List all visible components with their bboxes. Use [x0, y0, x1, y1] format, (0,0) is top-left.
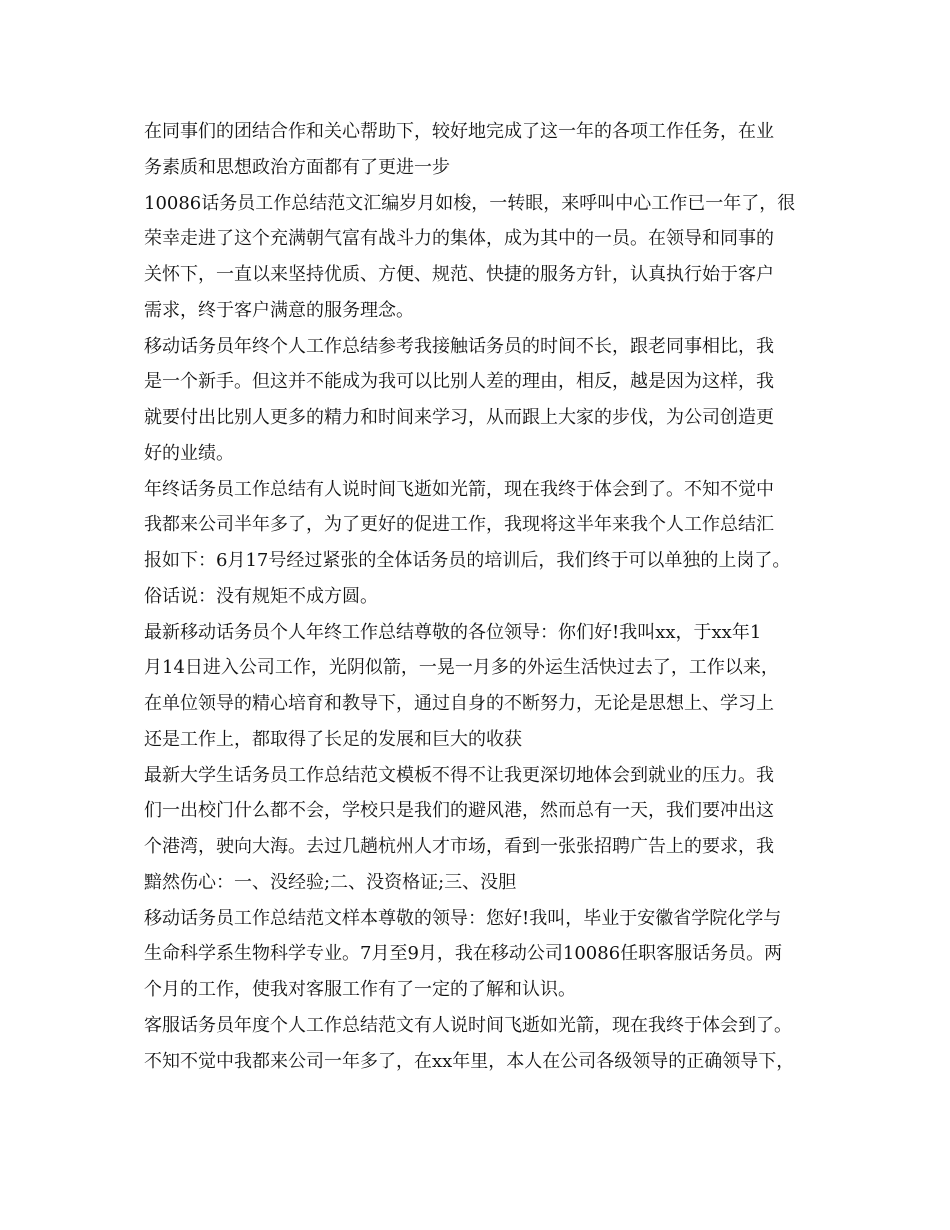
text-line: 是一个新手。但这并不能成为我可以比别人差的理由，相反，越是因为这样，我	[144, 371, 774, 393]
text-line: 最新移动话务员个人年终工作总结尊敬的各位领导：你们好!我叫xx，于xx年1	[144, 621, 762, 643]
text-line: 客服话务员年度个人工作总结范文有人说时间飞逝如光箭，现在我终于体会到了。	[144, 1014, 792, 1036]
text-line: 就要付出比别人更多的精力和时间来学习，从而跟上大家的步伐，为公司创造更	[144, 407, 774, 428]
text-line: 们一出校门什么都不会，学校只是我们的避风港，然而总有一天，我们要冲出这	[144, 800, 774, 822]
text-line: 还是工作上，都取得了长足的发展和巨大的收获	[144, 728, 522, 750]
text-line: 关怀下，一直以来坚持优质、方便、规范、快捷的服务方针，认真执行始于客户	[144, 264, 774, 285]
text-line: 报如下：6月17号经过紧张的全体话务员的培训后，我们终于可以单独的上岗了。	[144, 550, 791, 571]
text-line: 10086话务员工作总结范文汇编岁月如梭，一转眼，来呼叫中心工作已一年了，很	[144, 192, 796, 214]
text-line: 不知不觉中我都来公司一年多了，在xx年里，本人在公司各级领导的正确领导下，	[144, 1050, 795, 1072]
text-line: 我都来公司半年多了，为了更好的促进工作，我现将这半年来我个人工作总结汇	[144, 514, 774, 536]
text-line: 个港湾，驶向大海。去过几趟杭州人才市场，看到一张张招聘广告上的要求，我	[144, 836, 774, 857]
text-line: 在同事们的团结合作和关心帮助下，较好地完成了这一年的各项工作任务，在业	[144, 121, 774, 142]
text-line: 年终话务员工作总结有人说时间飞逝如光箭，现在我终于体会到了。不知不觉中	[144, 478, 774, 500]
text-line: 月14日进入公司工作，光阴似箭，一晃一月多的外运生活快过去了，工作以来，	[144, 657, 779, 679]
text-line: 最新大学生话务员工作总结范文模板不得不让我更深切地体会到就业的压力。我	[144, 764, 774, 786]
text-line: 生命科学系生物科学专业。7月至9月，我在移动公司10086任职客服话务员。两	[144, 943, 783, 965]
text-line: 移动话务员工作总结范文样本尊敬的领导：您好!我叫，毕业于安徽省学院化学与	[144, 907, 782, 929]
text-line: 务素质和思想政治方面都有了更进一步	[144, 156, 450, 178]
text-line: 个月的工作，使我对客服工作有了一定的了解和认识。	[144, 979, 576, 1000]
text-line: 俗话说：没有规矩不成方圆。	[144, 585, 378, 607]
text-line: 在单位领导的精心培育和教导下，通过自身的不断努力，无论是思想上、学习上	[144, 693, 774, 714]
text-line: 荣幸走进了这个充满朝气富有战斗力的集体，成为其中的一员。在领导和同事的	[144, 228, 774, 250]
text-line: 好的业绩。	[144, 442, 234, 464]
text-line: 移动话务员年终个人工作总结参考我接触话务员的时间不长，跟老同事相比，我	[144, 335, 774, 357]
text-line: 黯然伤心：一、没经验;二、没资格证;三、没胆	[144, 871, 517, 893]
document-body	[144, 114, 824, 1079]
text-line: 需求，终于客户满意的服务理念。	[144, 299, 414, 321]
